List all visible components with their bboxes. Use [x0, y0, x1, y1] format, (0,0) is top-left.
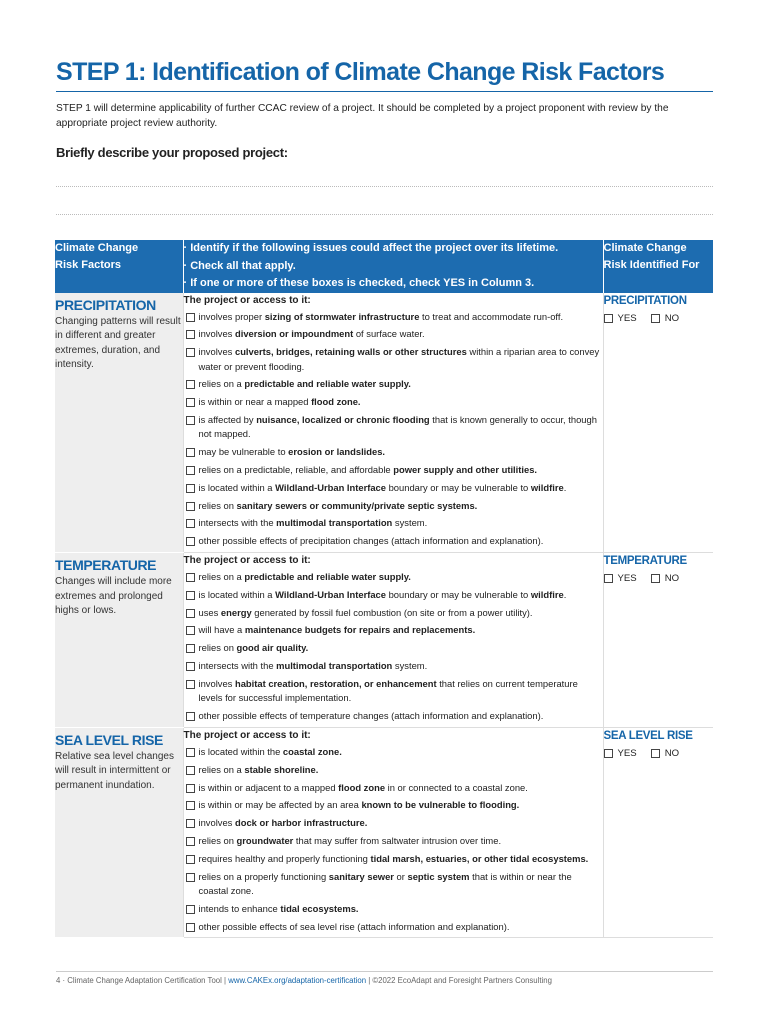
- risk-factor-table: [55, 240, 713, 938]
- yes-checkbox[interactable]: [604, 574, 613, 583]
- item-text: of surface water.: [353, 328, 425, 340]
- checkbox[interactable]: [186, 748, 195, 757]
- yes-checkbox[interactable]: [604, 749, 613, 758]
- checklist-item: [184, 677, 603, 706]
- item-text-bold: groundwater: [236, 834, 294, 846]
- checklist-item: [184, 623, 603, 638]
- no-label: NO: [664, 573, 680, 585]
- risk-identified-name: TEMPERATURE: [603, 555, 687, 568]
- item-text-bold: septic system: [407, 870, 470, 882]
- category-cell: [55, 727, 183, 937]
- checklist-item: [184, 534, 603, 549]
- item-text-bold: tidal marsh, estuaries, or other tidal ecosystems.: [370, 852, 589, 864]
- item-text: relies on a: [198, 571, 245, 583]
- item-text-bold: Wildland-Urban Interface: [275, 588, 386, 600]
- checklist-item: [184, 395, 603, 410]
- no-checkbox[interactable]: [651, 314, 660, 323]
- col1-header: [55, 240, 183, 293]
- item-text: involves: [198, 677, 235, 689]
- item-text: that relies on current temperature levels for successful implementation.: [198, 677, 578, 704]
- item-text-bold: multimodal transportation: [276, 517, 393, 529]
- item-text: other possible effects of sea level rise (attach information and explanation).: [198, 920, 510, 932]
- title-rule: [56, 91, 713, 92]
- item-text-bold: tidal ecosystems.: [280, 902, 359, 914]
- yes-label: YES: [617, 312, 637, 324]
- no-checkbox[interactable]: [651, 574, 660, 583]
- checklist-item: [184, 852, 603, 867]
- section-row-precipitation: [55, 293, 713, 553]
- item-text: generated by fossil fuel combustion (on site or from a power utility).: [251, 606, 533, 618]
- item-text-bold: culverts, bridges, retaining walls or other structures: [234, 346, 467, 358]
- item-text-bold: nuisance, localized or chronic flooding: [256, 413, 430, 425]
- description-line-2[interactable]: [56, 214, 713, 215]
- checkbox[interactable]: [186, 398, 195, 407]
- item-text: relies on: [198, 642, 237, 654]
- intro-text: STEP 1 will determine applicability of further CCAC review of a project. It should be completed by a project proponent with review by the appropriate project review authority.: [56, 103, 669, 129]
- col3-header: [603, 240, 713, 293]
- footer-prefix: 4 · Climate Change Adaptation Certification Tool |: [56, 976, 229, 985]
- category-cell: [55, 293, 183, 553]
- checklist-cell: [183, 293, 603, 553]
- item-text: involves: [198, 817, 235, 829]
- checkbox[interactable]: [186, 609, 195, 618]
- checklist-item: [184, 516, 603, 531]
- category-name: TEMPERATURE: [55, 557, 157, 574]
- checklist: [184, 310, 603, 549]
- checkbox[interactable]: [186, 626, 195, 635]
- item-text: or: [393, 870, 408, 882]
- category-description: Changes will include more extremes and prolonged highs or lows.: [55, 576, 172, 617]
- checkbox[interactable]: [186, 662, 195, 671]
- item-text-bold: dock or harbor infrastructure.: [234, 817, 368, 829]
- risk-identified-cell: [603, 727, 713, 937]
- checkbox[interactable]: [186, 873, 195, 882]
- checkbox[interactable]: [186, 380, 195, 389]
- item-text: that is known generally to occur, though not mapped.: [198, 413, 597, 440]
- item-text: to treat and accommodate run-off.: [419, 310, 564, 322]
- no-label: NO: [664, 747, 680, 759]
- checklist-item: [184, 345, 603, 374]
- checkbox[interactable]: [186, 905, 195, 914]
- checkbox[interactable]: [186, 348, 195, 357]
- risk-identified-name: SEA LEVEL RISE: [603, 729, 693, 742]
- category-name: SEA LEVEL RISE: [55, 731, 163, 748]
- yes-checkbox[interactable]: [604, 314, 613, 323]
- no-label: NO: [664, 312, 680, 324]
- checkbox[interactable]: [186, 502, 195, 511]
- item-text: is located within a: [198, 481, 276, 493]
- footer-link[interactable]: www.CAKEx.org/adaptation-certification: [228, 976, 367, 985]
- item-text-bold: known to be vulnerable to flooding.: [361, 799, 520, 811]
- checklist-item: [184, 659, 603, 674]
- item-text-bold: habitat creation, restoration, or enhancement: [234, 677, 437, 689]
- checklist-item: [184, 445, 603, 460]
- category-description: Relative sea level changes will result in intermittent or permanent inundation.: [55, 750, 174, 791]
- risk-identified-name: PRECIPITATION: [603, 294, 687, 307]
- checkbox[interactable]: [186, 766, 195, 775]
- col2-header-line: · Identify if the following issues could affect the project over its lifetime.: [183, 242, 559, 254]
- checkbox[interactable]: [186, 313, 195, 322]
- item-text: in or connected to a coastal zone.: [385, 781, 528, 793]
- checkbox[interactable]: [186, 712, 195, 721]
- checklist: [184, 745, 603, 934]
- item-text: intersects with the: [198, 517, 277, 529]
- checkbox[interactable]: [186, 416, 195, 425]
- description-line-1[interactable]: [56, 186, 713, 187]
- checklist-item: [184, 499, 603, 514]
- item-text-bold: flood zone.: [311, 396, 361, 408]
- checklist-item: [184, 463, 603, 478]
- col3-header-line: Risk Identified For: [603, 259, 700, 271]
- yes-label: YES: [617, 573, 637, 585]
- item-text-bold: good air quality.: [236, 642, 309, 654]
- item-text: relies on a: [198, 378, 245, 390]
- item-text: boundary or may be vulnerable to: [385, 481, 531, 493]
- no-option[interactable]: [651, 573, 679, 584]
- checklist-lead: The project or access to it:: [183, 294, 311, 306]
- item-text: intersects with the: [198, 660, 277, 672]
- item-text: requires healthy and properly functioning: [198, 852, 371, 864]
- checklist-item: [184, 570, 603, 585]
- checklist-lead: The project or access to it:: [183, 555, 311, 567]
- item-text: relies on a properly functioning: [198, 870, 329, 882]
- checklist-item: [184, 902, 603, 917]
- checkbox[interactable]: [186, 819, 195, 828]
- risk-identified-cell: [603, 553, 713, 728]
- page-title: STEP 1: Identification of Climate Change Risk Factors: [56, 58, 665, 86]
- item-text-bold: sanitary sewer: [328, 870, 394, 882]
- checkbox[interactable]: [186, 519, 195, 528]
- checkbox[interactable]: [186, 591, 195, 600]
- checklist-item: [184, 798, 603, 813]
- item-text: system.: [392, 660, 428, 672]
- item-text: is within or near a mapped: [198, 396, 312, 408]
- item-text: is located within a: [198, 588, 276, 600]
- checkbox[interactable]: [186, 644, 195, 653]
- checkbox[interactable]: [186, 923, 195, 932]
- checklist-item: [184, 870, 603, 899]
- item-text: may be vulnerable to: [198, 446, 289, 458]
- item-text: that may suffer from saltwater intrusion over time.: [293, 834, 502, 846]
- footer-rule: [56, 971, 713, 972]
- item-text-bold: stable shoreline.: [244, 763, 319, 775]
- checklist-item: [184, 920, 603, 935]
- col1-header-line: Climate Change: [55, 242, 139, 254]
- item-text-bold: predictable and reliable water supply.: [244, 378, 411, 390]
- item-text: .: [563, 588, 567, 600]
- item-text: is located within the: [198, 745, 283, 757]
- item-text: uses: [198, 606, 221, 618]
- section-row-sea-level-rise: [55, 727, 713, 937]
- item-text-bold: flood zone: [338, 781, 386, 793]
- item-text-bold: erosion or landslides.: [288, 446, 386, 458]
- checklist-cell: [183, 727, 603, 937]
- item-text-bold: diversion or impoundment: [234, 328, 354, 340]
- yes-option[interactable]: [604, 313, 637, 324]
- item-text: .: [563, 481, 567, 493]
- col3-header-line: Climate Change: [603, 242, 687, 254]
- checklist-item: [184, 606, 603, 621]
- item-text: is affected by: [198, 413, 257, 425]
- item-text: other possible effects of temperature changes (attach information and explanation).: [198, 710, 544, 722]
- checkbox[interactable]: [186, 784, 195, 793]
- checklist-item: [184, 709, 603, 724]
- checklist-item: [184, 481, 603, 496]
- item-text: relies on: [198, 834, 237, 846]
- checklist-item: [184, 816, 603, 831]
- checklist-item: [184, 834, 603, 849]
- checklist-item: [184, 377, 603, 392]
- item-text: intends to enhance: [198, 902, 281, 914]
- item-text: system.: [392, 517, 428, 529]
- col2-header-line: · If one or more of these boxes is checked, check YES in Column 3.: [183, 277, 535, 289]
- describe-label: Briefly describe your proposed project:: [56, 145, 288, 160]
- item-text: within a riparian area to convey water or prevent flooding.: [198, 346, 600, 372]
- checklist-item: [184, 781, 603, 796]
- item-text: boundary or may be vulnerable to: [385, 588, 531, 600]
- item-text: that is within or near the coastal zone.: [198, 870, 572, 897]
- item-text-bold: wildfire: [530, 481, 564, 493]
- yes-no-group: [604, 573, 714, 584]
- checkbox[interactable]: [186, 466, 195, 475]
- item-text: is within or adjacent to a mapped: [198, 781, 339, 793]
- item-text: other possible effects of precipitation changes (attach information and explanation).: [198, 535, 544, 547]
- yes-no-group: [604, 313, 714, 324]
- col2-header-line: · Check all that apply.: [183, 259, 296, 272]
- footer-suffix: | ©2022 EcoAdapt and Foresight Partners Consulting: [366, 976, 552, 985]
- checklist-lead: The project or access to it:: [183, 729, 311, 741]
- checklist-item: [184, 413, 603, 442]
- checkbox[interactable]: [186, 448, 195, 457]
- col2-header: [183, 240, 603, 293]
- item-text: involves proper: [198, 310, 265, 322]
- checkbox[interactable]: [186, 330, 195, 339]
- item-text: involves: [198, 346, 235, 358]
- item-text-bold: sanitary sewers or community/private septic systems.: [236, 499, 478, 511]
- yes-option[interactable]: [604, 573, 637, 584]
- checklist-cell: [183, 553, 603, 728]
- item-text: relies on a predictable, reliable, and affordable: [198, 464, 394, 476]
- item-text: is within or may be affected by an area: [198, 799, 362, 811]
- item-text: relies on: [198, 499, 237, 511]
- item-text-bold: power supply and other utilities.: [393, 464, 538, 476]
- category-description: Changing patterns will result in different and greater extremes, duration, and intensity.: [55, 315, 181, 370]
- section-row-temperature: [55, 553, 713, 728]
- checklist-item: [184, 763, 603, 778]
- item-text-bold: wildfire: [530, 588, 564, 600]
- category-name: PRECIPITATION: [55, 296, 156, 313]
- item-text-bold: sizing of stormwater infrastructure: [264, 310, 420, 322]
- checkbox[interactable]: [186, 855, 195, 864]
- item-text-bold: predictable and reliable water supply.: [244, 571, 411, 583]
- checkbox[interactable]: [186, 484, 195, 493]
- yes-no-group: [604, 748, 714, 759]
- item-text-bold: energy: [220, 606, 252, 618]
- checklist-item: [184, 641, 603, 656]
- item-text-bold: multimodal transportation: [276, 660, 393, 672]
- category-cell: [55, 553, 183, 728]
- no-option[interactable]: [651, 748, 679, 759]
- item-text-bold: maintenance budgets for repairs and replacements.: [244, 624, 476, 636]
- checkbox[interactable]: [186, 801, 195, 810]
- item-text: will have a: [198, 624, 245, 636]
- checklist: [184, 570, 603, 724]
- footer: [56, 976, 713, 985]
- item-text: relies on a: [198, 763, 245, 775]
- checklist-item: [184, 327, 603, 342]
- item-text-bold: Wildland-Urban Interface: [275, 481, 386, 493]
- yes-option[interactable]: [604, 748, 637, 759]
- risk-identified-cell: [603, 293, 713, 553]
- checkbox[interactable]: [186, 680, 195, 689]
- no-option[interactable]: [651, 313, 679, 324]
- checkbox[interactable]: [186, 837, 195, 846]
- checklist-item: [184, 310, 603, 325]
- item-text-bold: coastal zone.: [282, 745, 342, 757]
- checkbox[interactable]: [186, 573, 195, 582]
- yes-label: YES: [617, 747, 637, 759]
- item-text: involves: [198, 328, 235, 340]
- checklist-item: [184, 588, 603, 603]
- col1-header-line: Risk Factors: [55, 259, 122, 271]
- no-checkbox[interactable]: [651, 749, 660, 758]
- checkbox[interactable]: [186, 537, 195, 546]
- checklist-item: [184, 745, 603, 760]
